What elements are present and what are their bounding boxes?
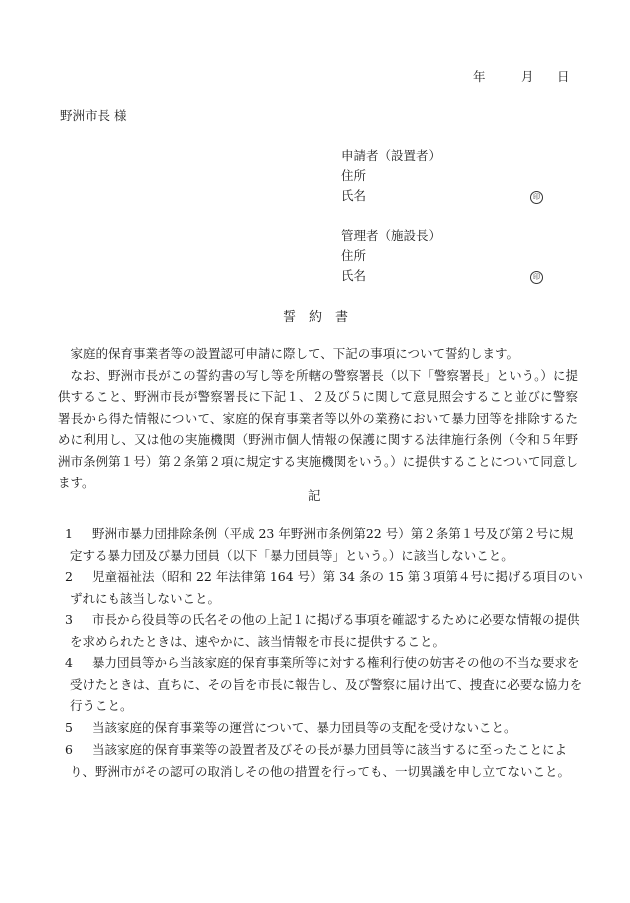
list-item — [58, 717, 583, 739]
item-text: 当該家庭的保育事業等の運営について、暴力団員等の支配を受けないこと。 — [92, 720, 517, 735]
date-month-label: 月 — [521, 69, 534, 84]
date-day-label: 日 — [557, 69, 570, 84]
applicant-role: 申請者（設置者） — [341, 148, 442, 163]
applicant-seal-mark: 印 — [530, 191, 543, 204]
item-number: 2 — [65, 569, 73, 584]
item-number: 5 — [65, 720, 73, 735]
list-item — [58, 609, 583, 652]
intro-paragraph-2: なお、野洲市長がこの誓約書の写し等を所轄の警察署長（以下「警察署長」という。）に提供すること、野洲市長が警察署長に下記１、２及び５に関して意見照会すること並びに警察署長から得た情報について、家庭的保育事業者等以外の業務において暴力団等を排除するために利用し、又は他の実施機関（野洲市個人情報の保護に関する法律施行条例（令和５年野洲市条例第１号）第２条第２項に規定する実施機関をいう。）に提供することについて同意します。 — [58, 367, 578, 490]
list-item — [58, 566, 583, 609]
item-text: 市長から役員等の氏名その他の上記１に掲げる事項を確認するために必要な情報の提供を求められたときは、速やかに、該当情報を市長に提供すること。 — [70, 612, 580, 649]
list-item — [58, 652, 583, 717]
addressee: 野洲市長 様 — [60, 108, 127, 123]
item-text: 児童福祉法（昭和 22 年法律第 164 号）第 34 条の 15 第３項第４号に掲げる項目のいずれにも該当しないこと。 — [70, 569, 583, 606]
list-item — [58, 523, 583, 566]
ki-heading: 記 — [308, 488, 321, 503]
intro-paragraph-1: 家庭的保育事業者等の設置認可申請に際して、下記の事項について誓約します。 — [70, 346, 520, 361]
item-text: 野洲市暴力団排除条例（平成 23 年野洲市条例第22 号）第２条第１号及び第２号に規定する暴力団及び暴力団員（以下「暴力団員等」という。）に該当しないこと。 — [70, 526, 574, 563]
item-text: 暴力団員等から当該家庭的保育事業所等に対する権利行使の妨害その他の不当な要求を受けたときは、直ちに、その旨を市長に報告し、及び警察に届け出て、捜査に必要な協力を行うこと。 — [70, 655, 583, 713]
list-item — [58, 739, 583, 782]
manager-role: 管理者（施設長） — [341, 228, 442, 243]
applicant-address-label: 住所 — [341, 168, 367, 183]
date-year-label: 年 — [473, 69, 486, 84]
item-text: 当該家庭的保育事業等の設置者及びその長が暴力団員等に該当するに至ったことにより、野洲市がその認可の取消しその他の措置を行っても、一切異議を申し立てないこと。 — [70, 742, 571, 779]
manager-seal-mark: 印 — [530, 271, 543, 284]
intro-text — [58, 343, 578, 494]
applicant-name-label: 氏名 — [341, 188, 367, 203]
item-number: 6 — [65, 742, 73, 757]
document-title: 誓 約 書 — [283, 310, 349, 325]
item-number: 4 — [65, 655, 73, 670]
manager-address-label: 住所 — [341, 248, 367, 263]
item-number: 3 — [65, 612, 73, 627]
manager-name-label: 氏名 — [341, 268, 367, 283]
item-number: 1 — [65, 526, 73, 541]
